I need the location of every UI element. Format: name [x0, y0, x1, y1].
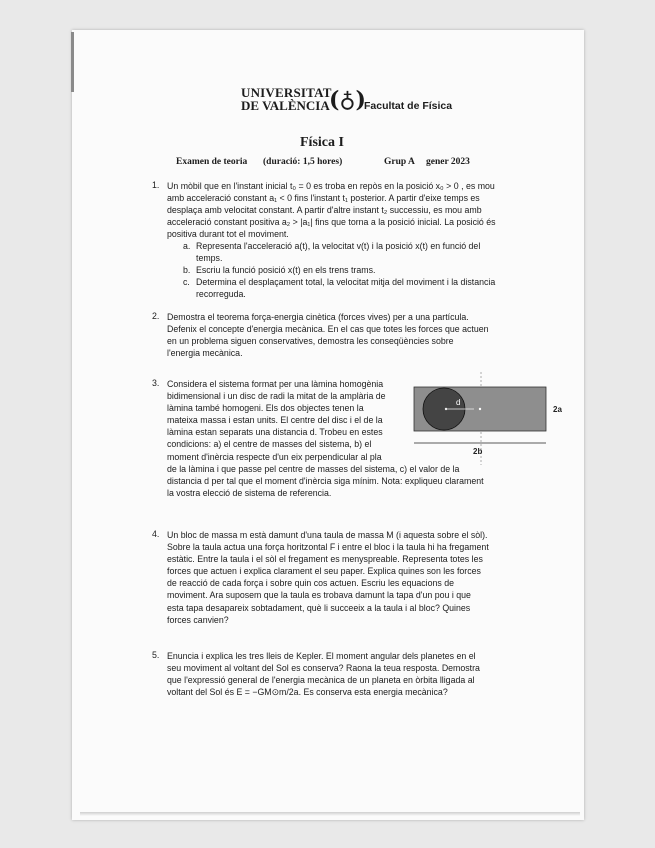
- university-line-1: UNIVERSITAT: [241, 85, 332, 100]
- height-label: 2a: [553, 405, 562, 414]
- question-4-line: forces que actuen i explica clarament el seu paper. Explica quines son les forces: [167, 566, 481, 577]
- question-3-line: bidimensional i un disc de radi la mitat de la amplària de: [167, 391, 386, 402]
- question-4-line: Sobre la taula actua una força horitzontal F i entre el bloc i la taula hi ha fregament: [167, 542, 489, 553]
- question-1-line: amb acceleració constant a₁ < 0 fins l'instant t₁ posterior. A partir d'eixe temps es: [167, 193, 480, 204]
- question-1-line: positiva durant tot el moviment.: [167, 229, 289, 240]
- university-seal-icon: (♁): [329, 87, 366, 113]
- lamina-disc-diagram: [406, 370, 576, 470]
- question-4-line: estàtic. Entre la taula i el sòl el fregament es menyspreable. Representa totes les: [167, 554, 483, 565]
- question-2-line: Defenix el concepte d'energia mecànica. En el cas que totes les forces que actuen: [167, 324, 489, 335]
- exam-type: Examen de teoria: [176, 157, 248, 167]
- question-4-line: forces canvien?: [167, 614, 229, 625]
- question-1c-label: c.: [183, 277, 190, 287]
- question-1a-line: Representa l'acceleració a(t), la velocitat v(t) i la posició x(t) en funció del: [196, 241, 481, 251]
- question-3-line: làmina també homogeni. Els dos objectes tenen la: [167, 403, 364, 414]
- question-5-line: Enuncia i explica les tres lleis de Kepler. El moment angular dels planetes en el: [167, 651, 476, 661]
- question-2-text: [167, 311, 567, 359]
- question-2-number: 2.: [152, 311, 160, 321]
- question-3-text-narrow: [167, 378, 402, 463]
- question-4-line: Un bloc de massa m està damunt d'una taula de massa M (i aquesta sobre el sòl).: [167, 530, 488, 540]
- d-label: d: [456, 398, 461, 407]
- question-4-line: de reacció de cada força i sobre quin cos actuen. Escriu les equacions de: [167, 578, 455, 589]
- question-1c-line: Determina el desplaçament total, la velocitat mitja del moviment i la distancia: [196, 277, 496, 287]
- question-4-number: 4.: [152, 529, 160, 539]
- question-1-number: 1.: [152, 180, 160, 190]
- question-3-line: de la làmina i que passe pel centre de masses del sistema, c) el valor de la: [167, 464, 460, 474]
- exam-date: gener 2023: [426, 157, 470, 167]
- question-2-line: en un problema siguen conservatives, demostra les conseqüències sobre: [167, 336, 454, 347]
- question-4-line: esta tapa desapareix sobtadament, què li succeeix a la taula i al bloc? Quines: [167, 602, 471, 613]
- question-3-line: la vostra elecció de sistema de referencia.: [167, 488, 332, 499]
- question-3-line: moment d'inèrcia respecte d'un eix perpendicular al pla: [167, 451, 382, 462]
- paper-bottom-shadow: [80, 812, 580, 816]
- question-3-line: distancia d per tal que el moment d'inèrcia siga mínim. Nota: expliqueu clarament: [167, 476, 484, 487]
- disc-center-point: [445, 408, 447, 410]
- exam-title: Física I: [300, 135, 344, 150]
- question-1a-line: temps.: [196, 253, 223, 263]
- question-2-line: l'energia mecànica.: [167, 348, 243, 359]
- question-5-line: voltant del Sol és E = −GM⊙m/2a. Es conserva esta energia mecànica?: [167, 687, 448, 698]
- question-1c-text: [196, 276, 566, 300]
- question-5-number: 5.: [152, 650, 160, 660]
- question-1-text: [167, 180, 567, 240]
- question-1b-text: Escriu la funció posició x(t) en els trens trams.: [196, 265, 376, 275]
- question-1a-label: a.: [183, 241, 191, 251]
- width-label: 2b: [473, 447, 483, 456]
- question-1-line: desplaça amb velocitat constant. A partir d'altre instant t₂ successiu, es mou amb: [167, 205, 482, 216]
- question-4-line: moviment. Ara suposem que la taula es trobava damunt la tapa d'un pou i que: [167, 590, 471, 601]
- question-3-line: condicions: a) el centre de masses del sistema, b) el: [167, 439, 372, 450]
- question-1a-text: [196, 240, 566, 264]
- question-3-number: 3.: [152, 378, 160, 388]
- question-1c-line: recorreguda.: [196, 289, 246, 299]
- question-1-line: acceleració constant positiva a₂ > |a₁| fins que torna a la posició inicial. La posició és: [167, 217, 496, 228]
- lamina-center-point: [479, 408, 481, 410]
- question-2-line: Demostra el teorema força-energia cinètica (forces vives) per a una partícula.: [167, 312, 469, 322]
- question-1-line: Un mòbil que en l'instant inicial t₀ = 0 es troba en repòs en la posició x₀ > 0 , es mou: [167, 181, 495, 191]
- question-4-text: [167, 529, 567, 626]
- university-line-2: DE VALÈNCIA: [241, 98, 330, 113]
- faculty-name: Facultat de Física: [364, 100, 453, 112]
- university-logo-text: [241, 86, 332, 112]
- question-3-line: Considera el sistema format per una làmina homogènia: [167, 379, 384, 389]
- exam-duration: (duració: 1,5 hores): [263, 157, 343, 167]
- paper-edge-shadow: [71, 32, 74, 92]
- exam-group: Grup A: [384, 157, 415, 167]
- question-3-line: làmina estan separats una distancia d. Trobeu en estes: [167, 427, 383, 438]
- question-5-text: [167, 650, 567, 698]
- question-3-line: mateixa massa i estan units. El centre del disc i el de la: [167, 415, 383, 426]
- question-1b-label: b.: [183, 265, 191, 275]
- question-5-line: seu moviment al voltant del Sol es conserva? Raona la teua resposta. Demostra: [167, 663, 480, 674]
- question-5-line: que l'expressió general de l'energia mecànica de un planeta en òrbita lligada al: [167, 675, 475, 686]
